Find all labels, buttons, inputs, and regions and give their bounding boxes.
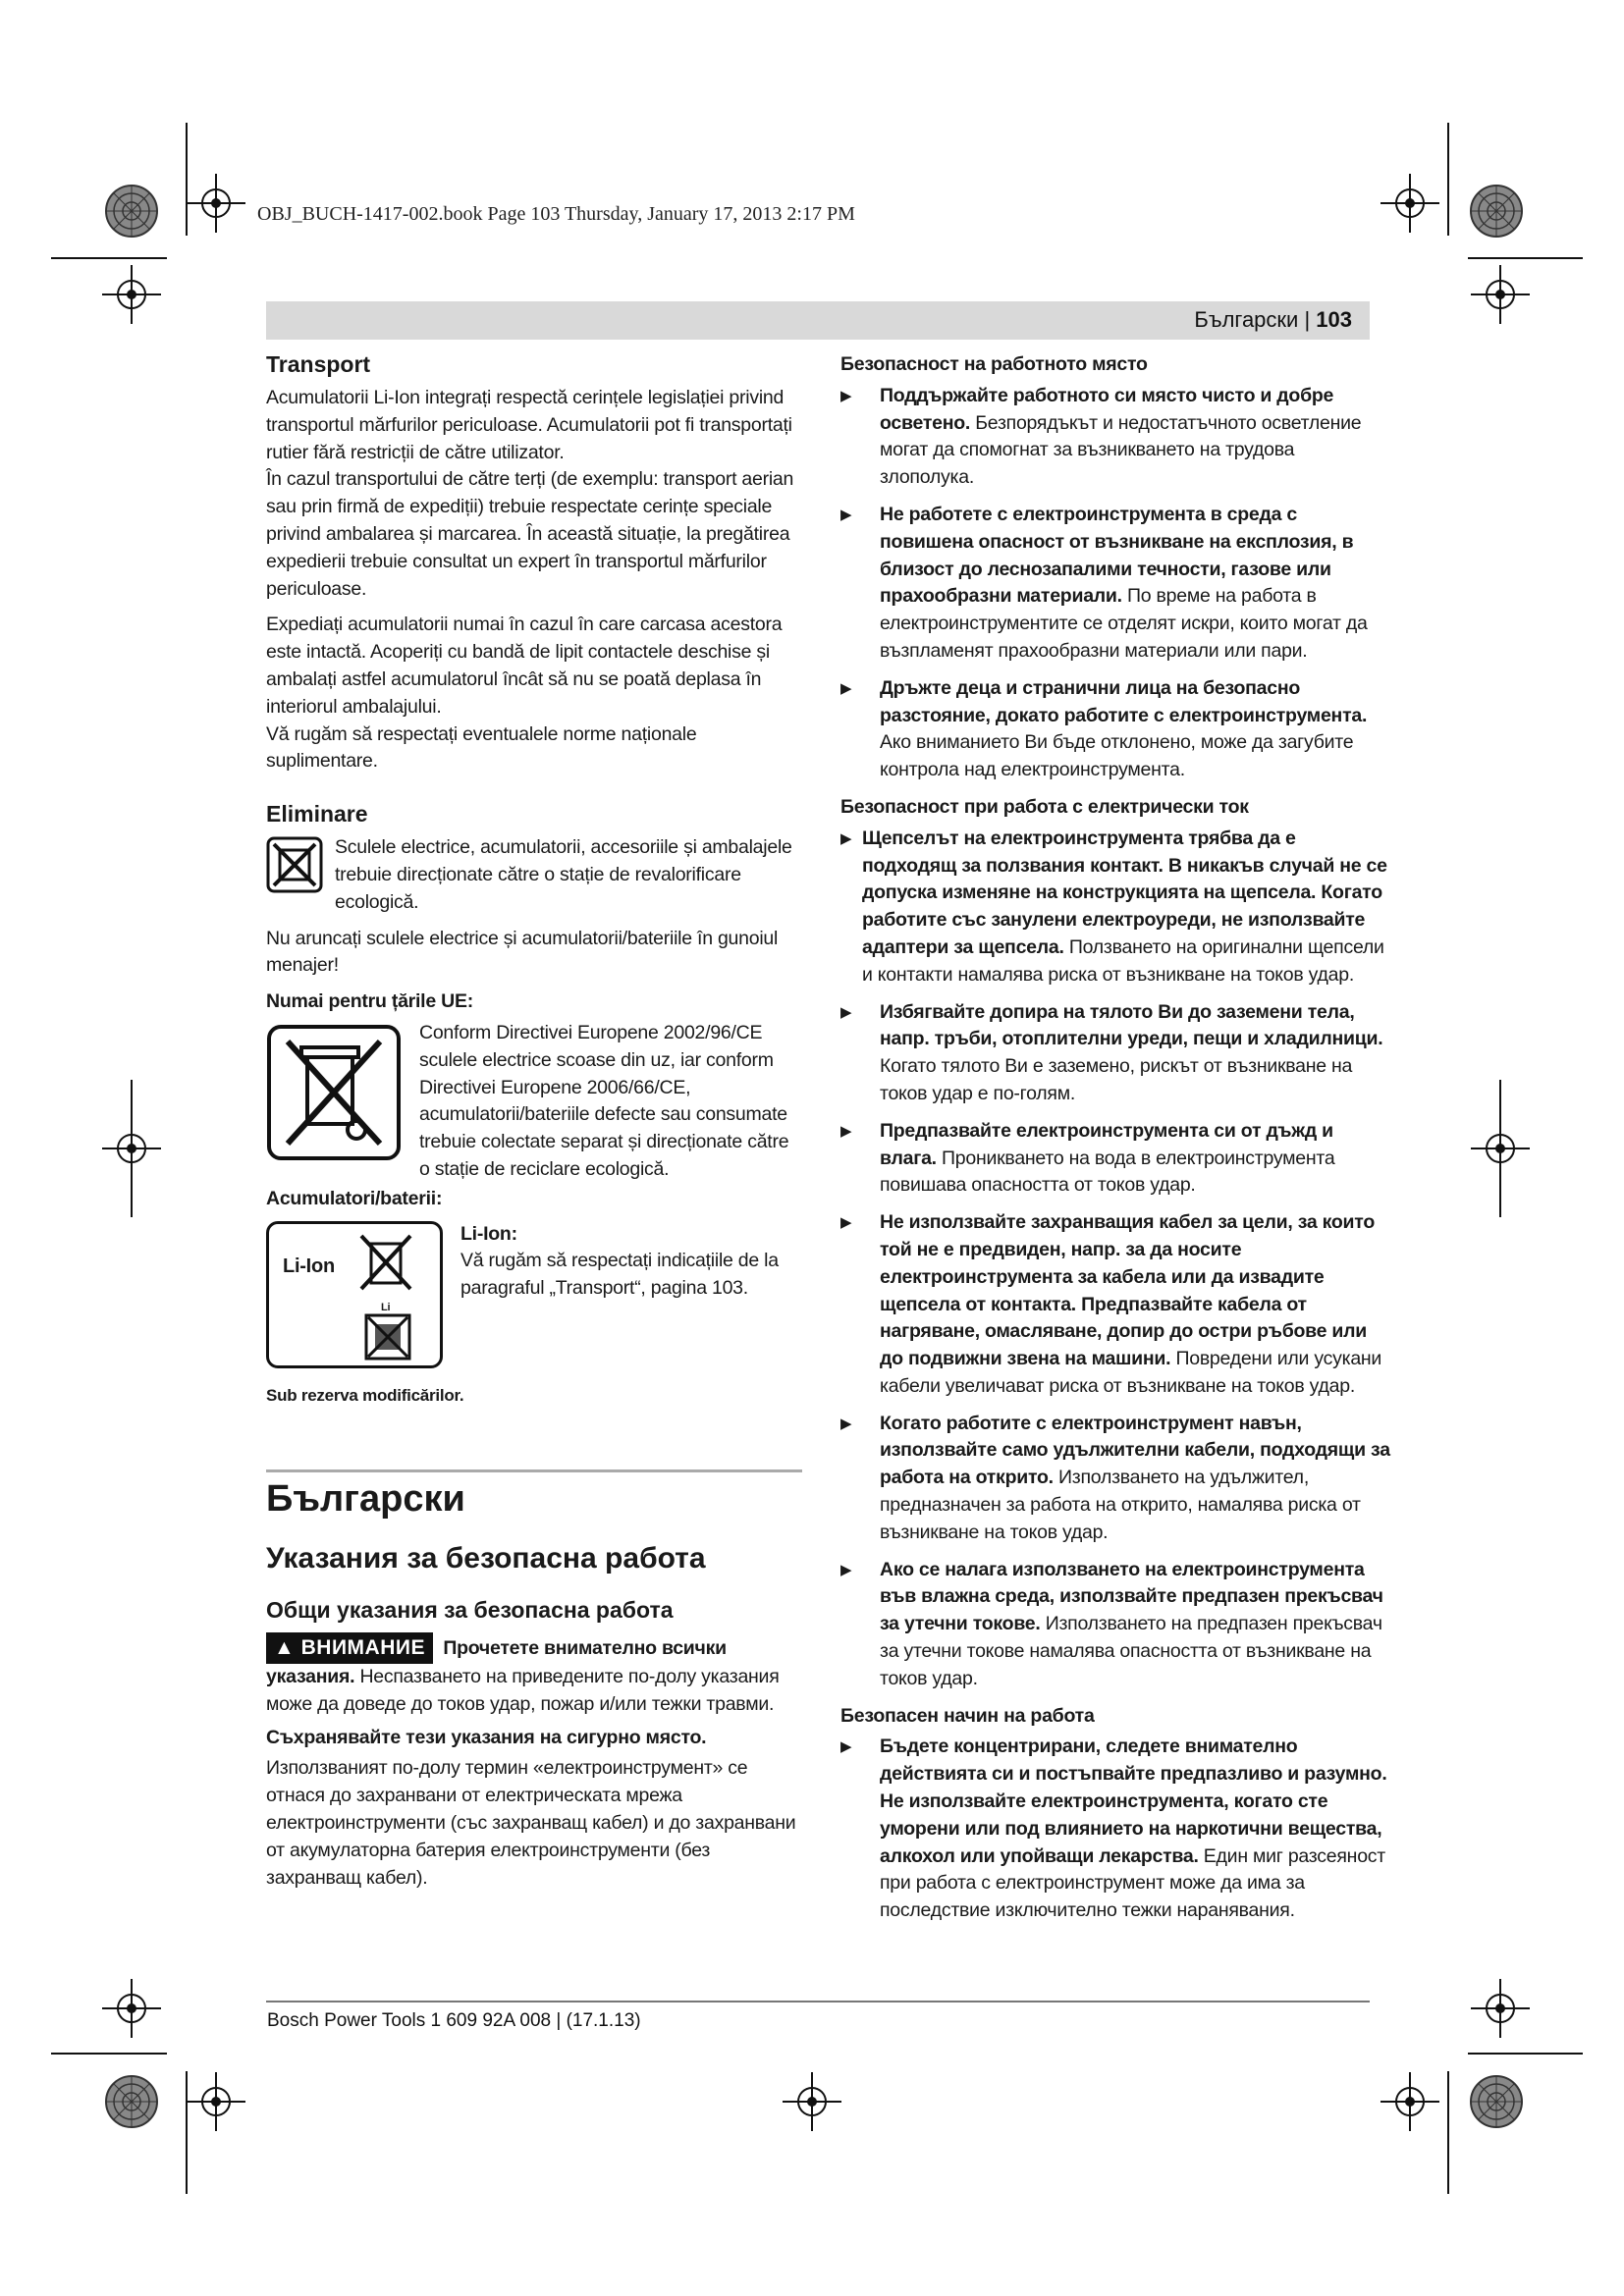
bullet-bold: Поддържайте работното си място чисто и добре осветено. [880, 384, 1334, 434]
bullet-triangle-icon: ▶ [840, 1738, 852, 1756]
bullet-triangle-icon: ▶ [840, 1561, 852, 1578]
bullet-triangle-icon: ▶ [840, 829, 852, 847]
transport-paragraph: Vă rugăm să respectați eventualele norme naționale suplimentare. [266, 722, 697, 773]
warning-text: Неспазването на приведените по-долу указания може да доведе до токов удар, пожар и/или тежки травми. [266, 1666, 780, 1715]
list-item [840, 999, 1390, 1108]
warning-bold: Прочетете внимателно всички указания. [266, 1637, 727, 1687]
bullet-text: Използването на предпазен прекъсвач за утечни токове намалява опасността от възникване на токов удар. [880, 1613, 1382, 1689]
list-item [840, 826, 1390, 989]
liion-text: Vă rugăm să respectați indicațiile de la paragraful „Transport“, pagina 103. [460, 1250, 779, 1300]
right-column [840, 351, 1390, 1935]
bullet-text: Ползването на оригинални щепсели и контакти намалява риска от възникване на токов удар. [862, 935, 1384, 986]
crosshair-mark-bottom-right [1380, 2072, 1439, 2131]
crosshair-mark-right-upper [1471, 265, 1530, 324]
footer-rule [266, 2001, 1370, 2002]
footer: Bosch Power Tools 1 609 92A 008 | (17.1.13) [267, 2010, 641, 2031]
crosshair-mark-bottom-left [187, 2072, 245, 2131]
bulgarian-intro [266, 1477, 802, 1892]
crosshair-mark-left-lower [102, 1979, 161, 2038]
bullet-text: Използването на удължител, предназначен за работа на открито, намалява риска от възникване на токов удар. [880, 1467, 1361, 1543]
liion-small-label: Li [381, 1301, 391, 1313]
term-definition: Използваният по-долу термин «електроинструмент» се отнася до захранвани от електрическата мрежа електроинструменти (със захранващ кабел) и до захранвани от акумулаторна батерия електроинструменти (без захранващ кабел). [266, 1757, 796, 1889]
safety-title: Указания за безопасна работа [266, 1542, 706, 1575]
bullet-triangle-icon: ▶ [840, 1003, 852, 1021]
crosshair-mark-right-lower [1471, 1979, 1530, 2038]
bullet-bold: Предпазвайте електроинструмента си от дъжд и влага. [880, 1119, 1333, 1169]
recycle-bin-crossed-icon [266, 836, 323, 893]
transport-paragraph: Expediați acumulatorii numai în cazul în care carcasa acestora este intactă. Acoperiți cu bandă de lipit contactele deschise și ambalați astfel acumulatorul încât să nu se poată deplasa în interiorul ambalajului. [266, 614, 783, 718]
weee-bin-crossed-icon [266, 1024, 402, 1161]
general-safety-subtitle: Общи указания за безопасна работа [266, 1597, 674, 1623]
running-head [1194, 307, 1352, 333]
bullet-bold: Щепселът на електроинструмента трябва да е подходящ за ползвания контакт. В никакъв случай не се допуска изменяне на конструкцията на щепсела. Когато работите със занулени електроуреди, не използвайте адаптери за щепсела. [862, 827, 1387, 958]
bullet-bold: Ако се налага използването на електроинструмента във влажна среда, използвайте предпазен прекъсвач за утечни токове. [880, 1558, 1383, 1635]
transport-heading: Transport [266, 351, 371, 377]
liion-row [266, 1221, 802, 1368]
bullet-triangle-icon: ▶ [840, 506, 852, 523]
list-item [840, 1557, 1390, 1693]
language-title: Български [266, 1478, 465, 1520]
bullet-bold: Когато работите с електроинструмент навън, използвайте само удължителни кабели, подходящи за работа на открито. [880, 1412, 1390, 1489]
workplace-safety-heading: Безопасност на работното място [840, 353, 1148, 375]
bullet-triangle-icon: ▶ [840, 387, 852, 404]
battery-bin-crossed-icon [357, 1230, 416, 1299]
batteries-heading: Acumulatori/baterii: [266, 1187, 443, 1209]
battery-crossed-box-icon [363, 1312, 412, 1362]
list-item [840, 1118, 1390, 1200]
running-head-separator: | [1298, 307, 1317, 332]
bullet-bold: Дръжте деца и странични лица на безопасно разстояние, докато работите с електроинструмента. [880, 676, 1368, 726]
warning-badge-label: ВНИМАНИЕ [300, 1636, 425, 1659]
color-wheel-mark-bottom-left [106, 2076, 157, 2127]
bullet-text: Повредени или усукани кабели увеличават риска от възникване на токов удар. [880, 1348, 1382, 1397]
list-item [840, 502, 1390, 666]
bullet-bold: Не използвайте захранващия кабел за цели, за които той не е предвиден, напр. за да носите електроинструмента за кабела или да извадите щепсела от контакта. Предпазвайте кабела от нагряване, омасляване, допир до остри ръбове или до подвижни звена на машини. [880, 1211, 1376, 1370]
transport-paragraph: În cazul transportului de către terți (de exemplu: transport aerian sau prin firmă de expediții) trebuie respectate cerințe speciale privind ambalarea și marcarea. În această situație, la pregătirea expedierii trebuie consultat un expert în transportul mărfurilor periculoase. [266, 468, 794, 600]
disposal-warning: Nu aruncați sculele electrice și acumulatorii/bateriile în gunoiul menajer! [266, 927, 779, 977]
warning-badge: ▲ ВНИМАНИЕ [266, 1632, 433, 1664]
eu-heading: Numai pentru țările UE: [266, 990, 473, 1013]
crosshair-mark-top-left [187, 174, 245, 233]
list-item [840, 1209, 1390, 1401]
color-wheel-mark-top-left [106, 186, 157, 237]
bullet-text: Проникването на вода в електроинструмента повишава опасността от токов удар. [880, 1147, 1335, 1197]
running-head-band [266, 301, 1370, 340]
bullet-triangle-icon: ▶ [840, 1415, 852, 1432]
section-divider [266, 1469, 802, 1472]
list-item [840, 675, 1390, 784]
bullet-bold: Не работете с електроинструмента в среда с повишена опасност от възникване на експлозия, в близост до леснозапалими течности, газове или прахообразни материали. [880, 503, 1354, 608]
electrical-safety-heading: Безопасност при работа с електрически ток [840, 795, 1249, 818]
list-item [840, 1734, 1390, 1925]
disposal-row [266, 834, 802, 916]
reserve-note: Sub rezerva modificărilor. [266, 1385, 464, 1405]
bullet-triangle-icon: ▶ [840, 1214, 852, 1232]
bullet-bold: Бъдете концентрирани, следете внимателно действията си и постъпвайте предпазливо и разумно. Не използвайте електроинструмента, когато сте уморени или под влиянието на наркотични вещества, алкохол или упойващи лекарства. [880, 1735, 1387, 1867]
keep-instructions: Съхранявайте тези указания на сигурно място. [266, 1726, 707, 1748]
bullet-text: Безпорядъкът и недостатъчното осветление могат да спомогнат за възникването на трудова злополука. [880, 411, 1362, 489]
list-item [840, 1411, 1390, 1547]
liion-symbol [266, 1221, 443, 1368]
bullet-bold: Избягвайте допира на тялото Ви до заземени тела, напр. тръби, отоплителни уреди, пещи и хладилници. [880, 1000, 1383, 1050]
bullet-triangle-icon: ▶ [840, 679, 852, 697]
crosshair-mark-top-right [1380, 174, 1439, 233]
bullet-text: Когато тялото Ви е заземено, рискът от възникване на токов удар е по-голям. [880, 1055, 1353, 1104]
bullet-triangle-icon: ▶ [840, 1122, 852, 1140]
liion-symbol-label: Li-Ion [283, 1255, 335, 1277]
crosshair-mark-left-upper [102, 265, 161, 324]
eu-text: Conform Directivei Europene 2002/96/CE sculele electrice scoase din uz, iar conform Directivei Europene 2006/66/CE, acumulatorii/bateriile defecte sau consumate trebuie colectate separat și direcționate către o stație de reciclare ecologică. [419, 1021, 789, 1180]
eu-row [266, 1020, 802, 1184]
bullet-text: По време на работа в електроинструментите се отделят искри, които могат да възпламенят прахообразни материали или пари. [880, 585, 1368, 662]
disposal-text: Sculele electrice, acumulatorii, accesoriile și ambalajele trebuie direcționate către o stație de revalorificare ecologică. [335, 836, 792, 913]
transport-paragraph: Acumulatorii Li-Ion integrați respectă cerințele legislației privind transportul mărfurilor periculoase. Acumulatorii pot fi transportați rutier fără restricții de către utilizator. [266, 387, 792, 463]
running-head-language: Български [1194, 307, 1299, 332]
color-wheel-mark-top-right [1471, 186, 1522, 237]
liion-heading: Li-Ion: [460, 1222, 517, 1245]
left-column [266, 349, 802, 1409]
color-wheel-mark-bottom-right [1471, 2076, 1522, 2127]
warning-paragraph [266, 1632, 802, 1719]
crosshair-mark-bottom-center [783, 2072, 841, 2131]
print-header: OBJ_BUCH-1417-002.book Page 103 Thursday, January 17, 2013 2:17 PM [257, 203, 855, 225]
page-number: 103 [1316, 307, 1352, 332]
bullet-text: Ако вниманието Ви бъде отклонено, може да загубите контрола над електроинструмента. [880, 731, 1354, 781]
bullet-text: Един миг разсеяност при работа с електроинструмент може да има за последствие изключително тежки наранявания. [880, 1844, 1385, 1922]
eliminare-heading: Eliminare [266, 801, 368, 828]
safe-operation-heading: Безопасен начин на работа [840, 1704, 1095, 1727]
list-item [840, 383, 1390, 492]
